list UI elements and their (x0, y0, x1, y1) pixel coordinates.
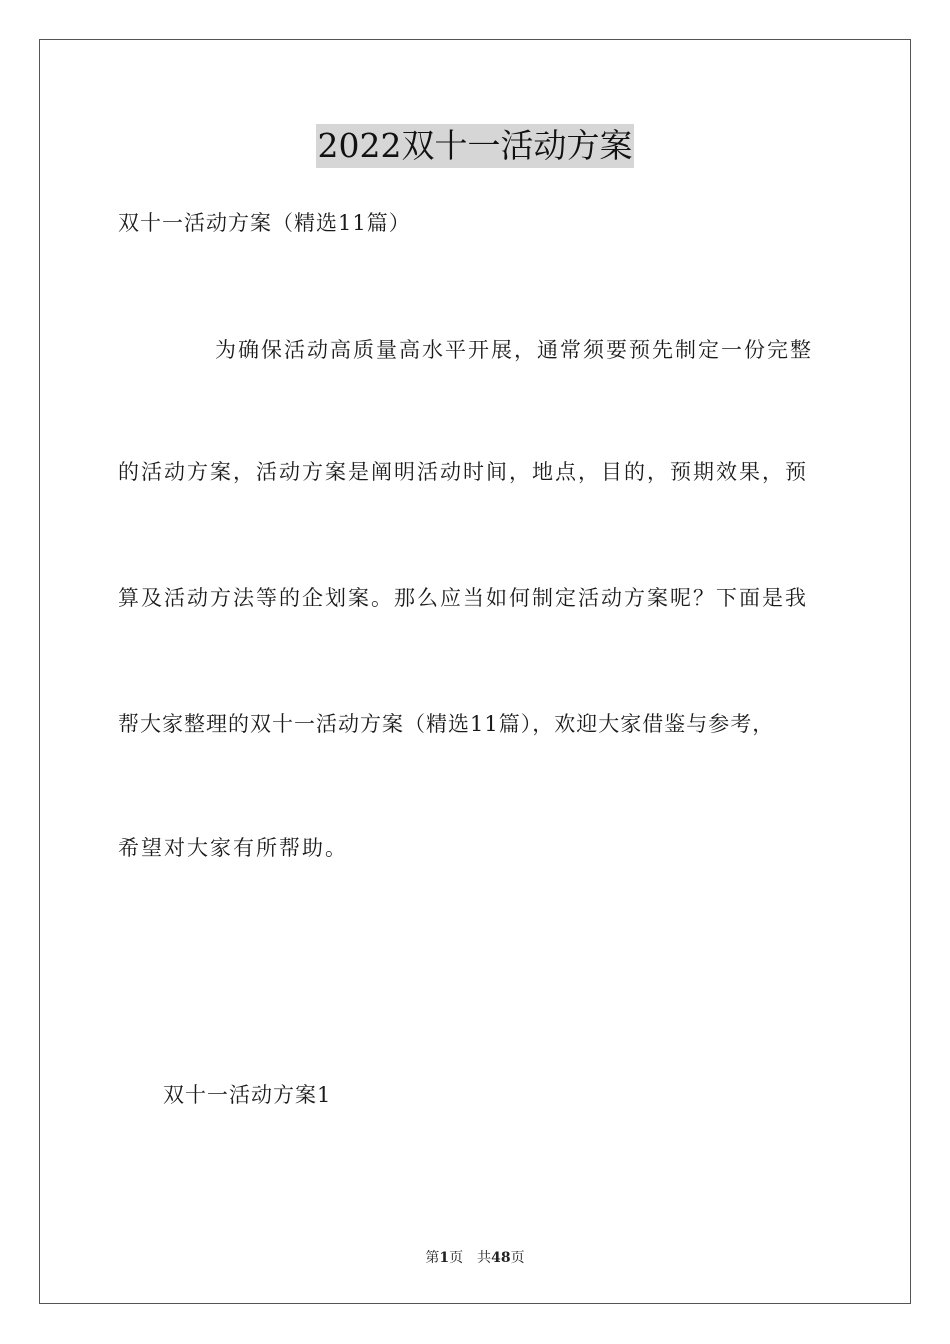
footer-page-suffix: 页 (449, 1250, 464, 1266)
footer-page-prefix: 第 (425, 1250, 440, 1266)
intro-line-4: 帮大家整理的双十一活动方案（精选11篇），欢迎大家借鉴与参考， (118, 712, 775, 736)
section-heading: 双十一活动方案1 (163, 1083, 332, 1107)
footer-total-pages: 48 (491, 1250, 511, 1266)
intro-line-2: 的活动方案，活动方案是阐明活动时间，地点，目的，预期效果，预 (118, 460, 808, 484)
footer-total-prefix: 共 (477, 1250, 492, 1266)
document-title: 2022双十一活动方案 (316, 124, 635, 168)
document-subtitle: 双十一活动方案（精选11篇） (118, 211, 411, 235)
intro-line-1: 为确保活动高质量高水平开展，通常须要预先制定一份完整 (215, 338, 813, 362)
footer-page-number: 1 (439, 1250, 450, 1266)
footer-total-suffix: 页 (510, 1250, 525, 1266)
intro-line-3: 算及活动方法等的企划案。那么应当如何制定活动方案呢？下面是我 (118, 586, 808, 610)
intro-line-5: 希望对大家有所帮助。 (118, 836, 348, 860)
page-footer (0, 1248, 950, 1268)
title-container (0, 124, 950, 168)
